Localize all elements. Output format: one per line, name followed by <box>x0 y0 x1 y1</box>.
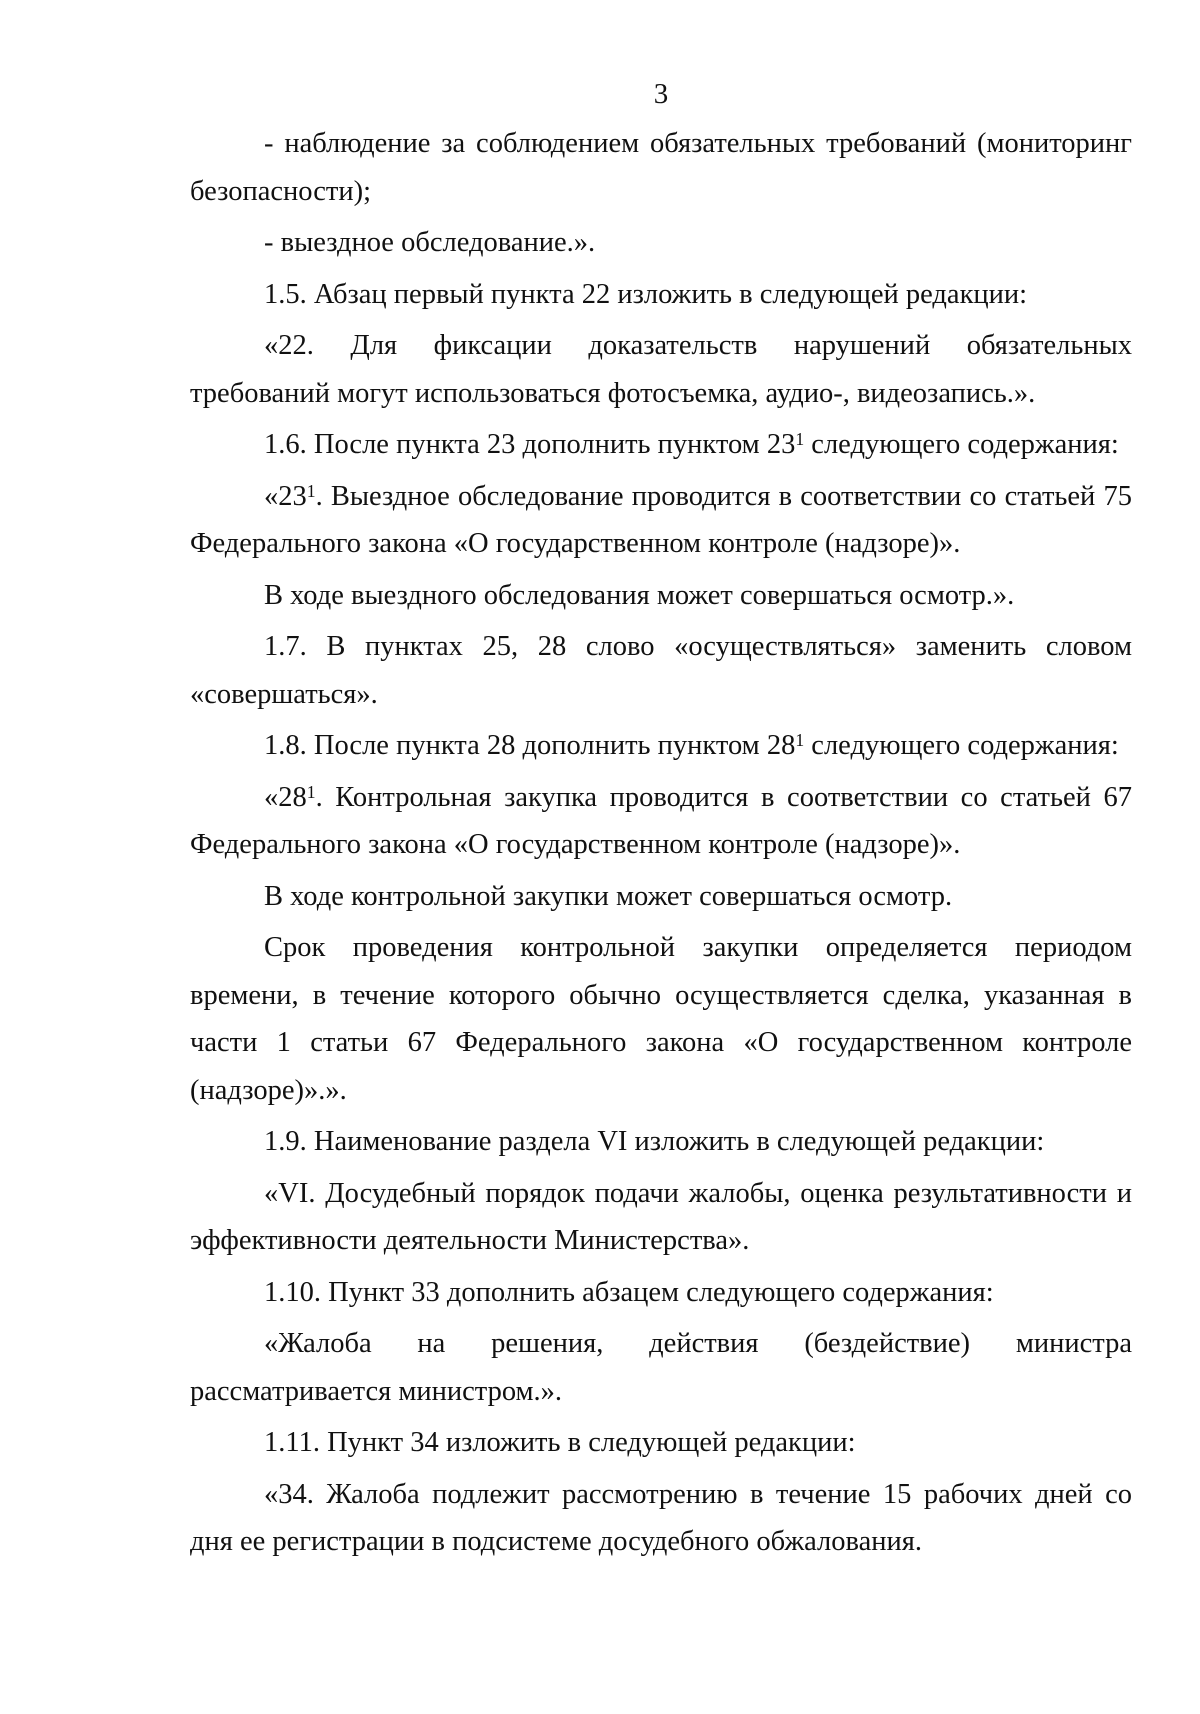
paragraph-text: «28 <box>264 781 307 813</box>
paragraph-text: В ходе контрольной закупки может совершаться осмотр. <box>264 880 953 912</box>
paragraph-text: 1.7. В пунктах 25, 28 слово «осуществляться» заменить словом «совершаться». <box>190 631 1132 710</box>
paragraph-text: . Контрольная закупка проводится в соответствии со статьей 67 Федерального закона «О государственном контроле (надзоре)». <box>190 781 1132 860</box>
paragraph-3 <box>190 271 1132 319</box>
paragraph-text: 1.9. Наименование раздела VI изложить в следующей редакции: <box>264 1126 1045 1157</box>
paragraph-15 <box>190 1269 1132 1317</box>
paragraph-text: следующего содержания: <box>804 730 1119 761</box>
paragraph-text: 1.8. После пункта 28 дополнить пунктом 28 <box>264 730 796 761</box>
paragraph-text: - выездное обследование.». <box>264 227 596 258</box>
paragraph-text: 1.6. После пункта 23 дополнить пунктом 23 <box>264 429 796 460</box>
superscript: 1 <box>306 480 316 501</box>
paragraph-17 <box>190 1419 1132 1467</box>
paragraph-18 <box>190 1471 1132 1566</box>
paragraph-text: «22. Для фиксации доказательств нарушений обязательных требований могут использоваться фотосъемка, аудио-, видеозапись.». <box>190 330 1132 409</box>
paragraph-text: - наблюдение за соблюдением обязательных требований (мониторинг безопасности); <box>190 128 1132 207</box>
paragraph-text: . Выездное обследование проводится в соответствии со статьей 75 Федерального закона «О государственном контроле (надзоре)». <box>190 480 1132 559</box>
superscript: 1 <box>306 781 316 802</box>
paragraph-text: следующего содержания: <box>804 429 1119 460</box>
paragraph-11 <box>190 873 1132 921</box>
paragraph-9 <box>190 722 1132 770</box>
paragraph-7 <box>190 572 1132 620</box>
paragraph-14 <box>190 1170 1132 1265</box>
paragraph-8 <box>190 623 1132 718</box>
paragraph-13 <box>190 1118 1132 1166</box>
paragraph-6 <box>190 473 1132 568</box>
paragraph-text: В ходе выездного обследования может совершаться осмотр.». <box>264 579 1015 611</box>
paragraph-2 <box>190 219 1132 267</box>
paragraph-text: «23 <box>264 480 307 512</box>
paragraph-12 <box>190 924 1132 1114</box>
paragraph-text: 1.11. Пункт 34 изложить в следующей редакции: <box>264 1427 856 1458</box>
paragraph-10 <box>190 774 1132 869</box>
superscript: 1 <box>795 429 805 450</box>
document-body <box>190 120 1132 1570</box>
page-number <box>0 74 1200 114</box>
paragraph-text: Срок проведения контрольной закупки определяется периодом времени, в течение которого обычно осуществляется сделка, указанная в части 1 статьи 67 Федерального закона «О государственном контроле (надзоре)».». <box>190 932 1132 1106</box>
superscript: 1 <box>795 730 805 751</box>
paragraph-text: 1.5. Абзац первый пункта 22 изложить в следующей редакции: <box>264 278 1028 310</box>
paragraph-16 <box>190 1320 1132 1415</box>
paragraph-text: «34. Жалоба подлежит рассмотрению в течение 15 рабочих дней со дня ее регистрации в подсистеме досудебного обжалования. <box>190 1478 1132 1557</box>
paragraph-text: 1.10. Пункт 33 дополнить абзацем следующего содержания: <box>264 1276 994 1308</box>
page-number-text: 3 <box>653 78 669 110</box>
paragraph-text: «Жалоба на решения, действия (бездействие) министра рассматривается министром.». <box>190 1328 1132 1407</box>
paragraph-1 <box>190 120 1132 215</box>
paragraph-text: «VI. Досудебный порядок подачи жалобы, оценка результативности и эффективности деятельности Министерства». <box>190 1177 1132 1256</box>
paragraph-4 <box>190 322 1132 417</box>
paragraph-5 <box>190 421 1132 469</box>
